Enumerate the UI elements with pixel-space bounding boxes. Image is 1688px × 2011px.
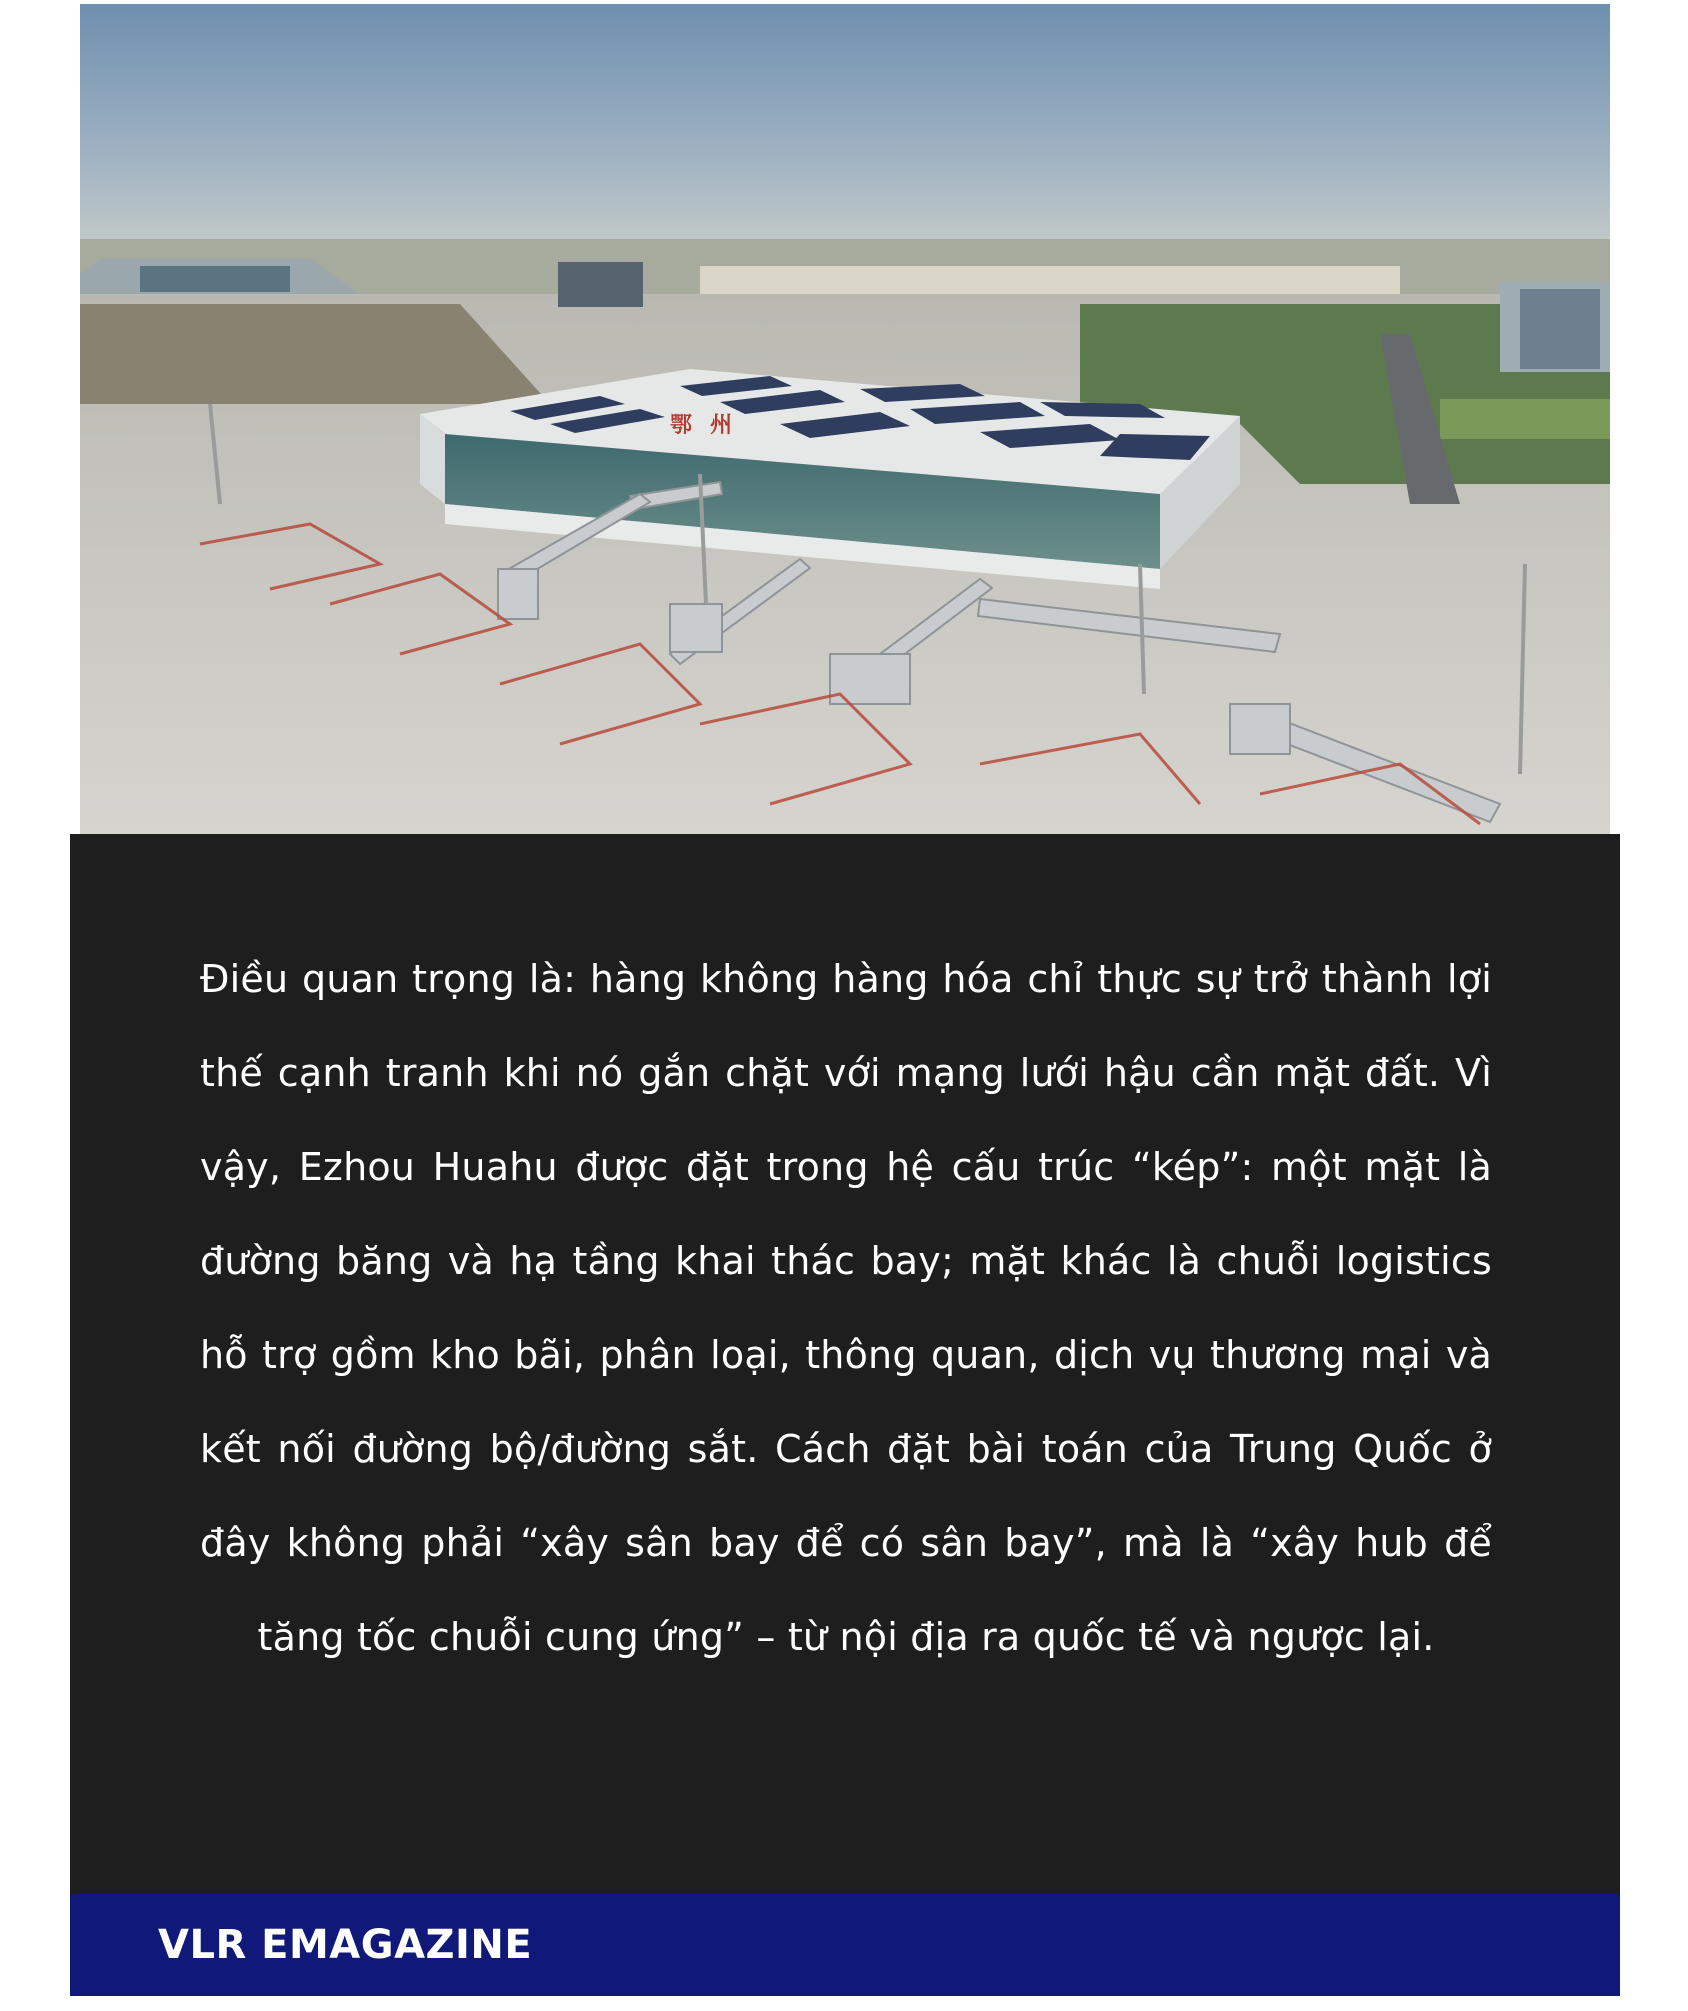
- terminal-sign: 鄂州: [670, 413, 751, 438]
- airport-terminal-photo: [80, 4, 1610, 834]
- article-paragraph: Điều quan trọng là: hàng không hàng hóa chỉ thực sự trở thành lợi thế cạnh tranh khi nó gắn chặt với mạng lưới hậu cần mặt đất. Vì vậy, Ezhou Huahu được đặt trong hệ cấu trúc “kép”: một mặt là đường băng và hạ tầng khai thác bay; mặt khác là chuỗi logistics hỗ trợ gồm kho bãi, phân loại, thông quan, dịch vụ thương mại và kết nối đường bộ/đường sắt. Cách đặt bài toán của Trung Quốc ở đây không phải “xây sân bay để có sân bay”, mà là “xây hub để tăng tốc chuỗi cung ứng” – từ nội địa ra quốc tế và ngược lại.: [200, 957, 1492, 1659]
- brand-logo-text: VLR EMAGAZINE: [158, 1922, 533, 1968]
- footer-band: [70, 1894, 1620, 1996]
- article-text-panel: [70, 834, 1620, 1894]
